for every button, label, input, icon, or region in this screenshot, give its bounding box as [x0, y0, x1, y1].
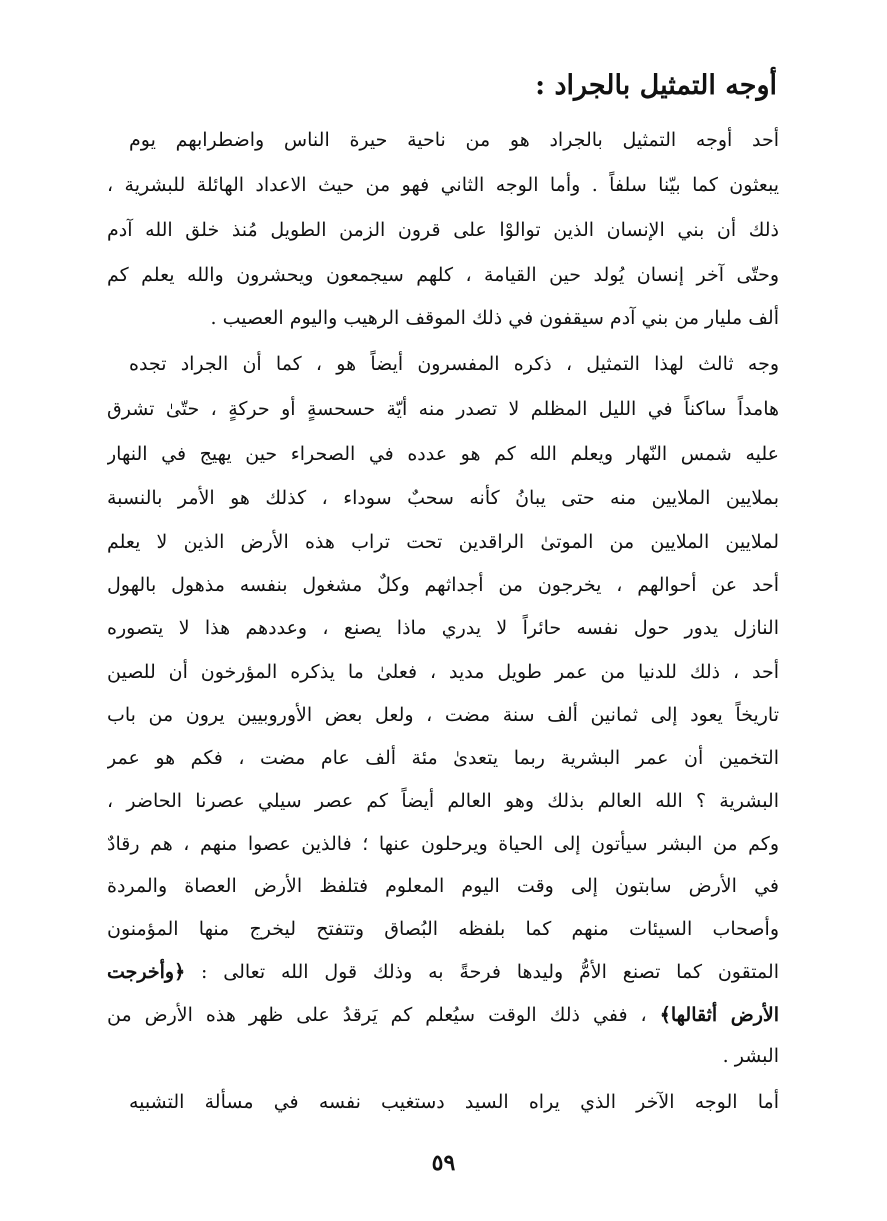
text-line: النازل يدور حول نفسه حائراً لا يدري ماذا يصنع ، وعددهم هذا لا يتصوره: [107, 617, 779, 639]
text-line: هامداً ساكناً في الليل المظلم لا تصدر منه أيّة حسحسةٍ أو حركةٍ ، حتّىٰ تشرق: [107, 398, 779, 420]
section-heading: أوجه التمثيل بالجراد :: [535, 70, 777, 101]
text-line: وكم من البشر سيأتون إلى الحياة ويرحلون عنها ؛ فالذين عصوا منهم ، هم رقادٌ: [107, 833, 779, 855]
text-line: أحد أوجه التمثيل بالجراد هو من ناحية حيرة الناس واضطرابهم يوم: [129, 129, 779, 151]
page-number: ٥٩: [431, 1150, 456, 1176]
text-line-with-quote: [107, 999, 779, 1035]
text-line: عليه شمس النّهار ويعلم الله كم هو عدده في الصحراء حين يهيج في النهار: [107, 443, 779, 465]
quran-verse-start: ﴿وأخرجت: [107, 961, 186, 983]
text-segment: المتقون كما تصنع الأمُّ وليدها فرحةً به وذلك قول الله تعالى :: [201, 961, 779, 983]
text-segment: ، ففي ذلك الوقت سيُعلم كم يَرقدُ على ظهر هذه الأرض من: [107, 1004, 647, 1026]
text-line: وأصحاب السيئات منهم كما بلفظه البُصاق وتتفتح ليخرج منها المؤمنون: [107, 918, 779, 940]
text-line: يبعثون كما بيّنا سلفاً . وأما الوجه الثاني فهو من حيث الاعداد الهائلة للبشرية ،: [107, 174, 779, 196]
text-line-with-quote: [107, 956, 779, 992]
text-line: وحتّى آخر إنسان يُولد حين القيامة ، كلهم سيجمعون ويحشرون والله يعلم كم: [107, 264, 779, 286]
text-line: في الأرض سابتون إلى وقت اليوم المعلوم فتلفظ الأرض العصاة والمردة: [107, 875, 779, 897]
text-line: أحد ، ذلك للدنيا من عمر طويل مديد ، فعلىٰ ما يذكره المؤرخون أن للصين: [107, 661, 779, 683]
text-line: بملايين الملايين منه حتى يبانُ كأنه سحبٌ سوداء ، كذلك هو الأمر بالنسبة: [107, 487, 779, 509]
text-line: أحد عن أحوالهم ، يخرجون من أجداثهم وكلٌ مشغول بنفسه مذهول بالهول: [107, 574, 779, 596]
text-line: لملايين الملايين من الموتىٰ الراقدين تحت تراب هذه الأرض الذين لا يعلم: [107, 531, 779, 553]
text-line: البشر .: [722, 1045, 779, 1067]
text-line: ذلك أن بني الإنسان الذين توالوْا على قرون الزمن الطويل مُنذ خلق الله آدم: [107, 219, 779, 241]
text-line: التخمين أن عمر البشرية ربما يتعدىٰ مئة ألف عام مضت ، فكم هو عمر: [107, 747, 779, 769]
text-line: أما الوجه الآخر الذي يراه السيد دستغيب نفسه في مسألة التشبيه: [129, 1091, 779, 1113]
text-line: وجه ثالث لهذا التمثيل ، ذكره المفسرون أيضاً هو ، كما أن الجراد تجده: [129, 353, 779, 375]
quran-verse-end: الأرض أثقالها﴾: [659, 1004, 779, 1026]
text-line: البشرية ؟ الله العالم بذلك وهو العالم أيضاً كم عصر سيلي عصرنا الحاضر ،: [107, 790, 779, 812]
text-line: تاريخاً يعود إلى ثمانين ألف سنة مضت ، ولعل بعض الأوروبيين يرون من باب: [107, 704, 779, 726]
text-line: ألف مليار من بني آدم سيقفون في ذلك الموقف الرهيب واليوم العصيب .: [210, 307, 779, 329]
